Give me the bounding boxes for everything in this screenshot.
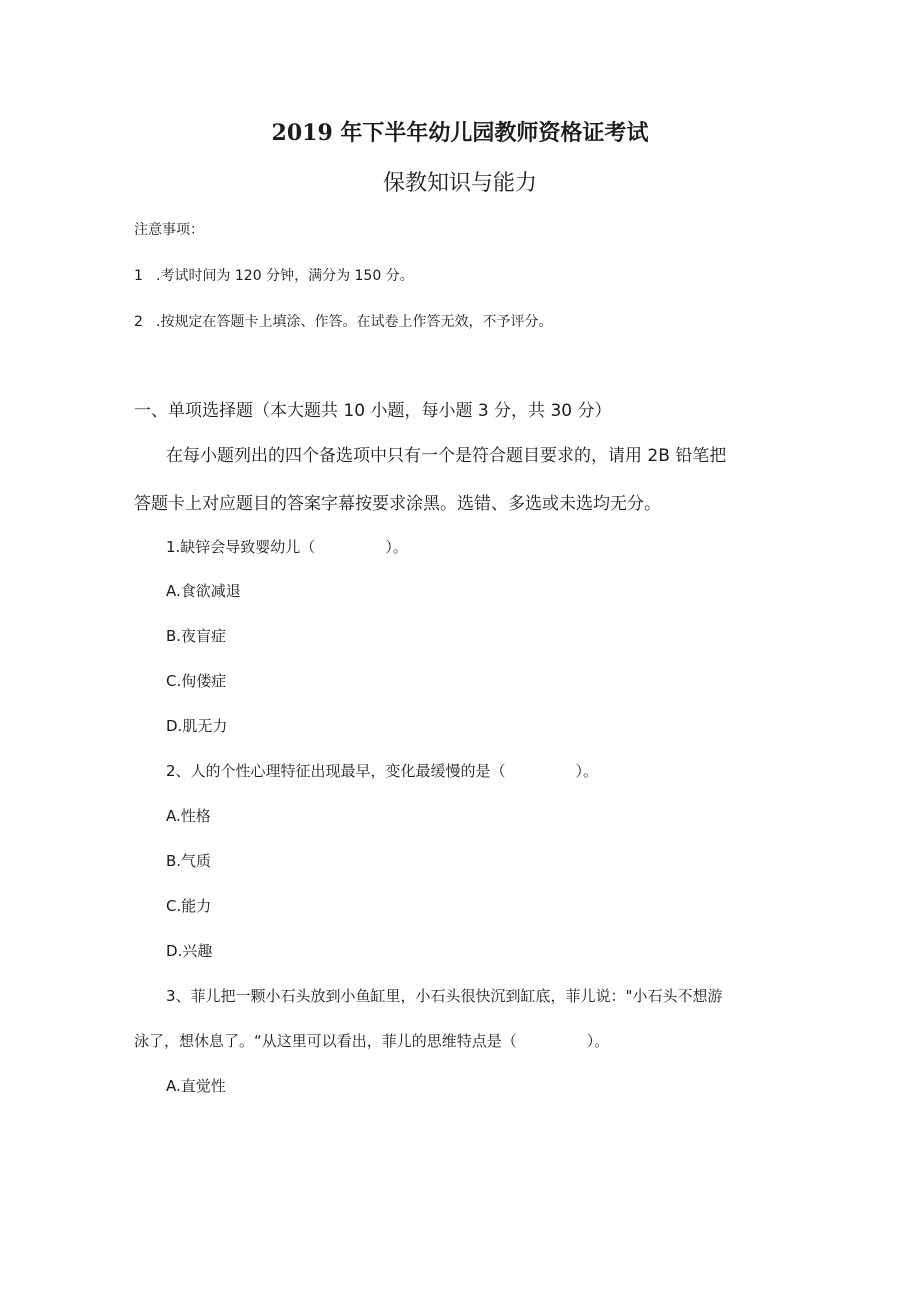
question-1-stem	[166, 536, 408, 557]
exam-subtitle: 保教知识与能力	[382, 171, 537, 196]
question-3-stem-line1: 3、菲儿把一颗小石头放到小鱼缸里，小石头很快沉到缸底，菲儿说："小石头不想游	[166, 987, 723, 1005]
question-1-option-d: D.肌无力	[166, 717, 228, 735]
question-stem-end: ）。	[575, 762, 599, 780]
question-stem-text: 1.缺锌会导致婴幼儿（	[166, 538, 316, 556]
question-2-option-c: C.能力	[166, 897, 212, 915]
section-heading: 一、单项选择题（本大题共 10 小题，每小题 3 分，共 30 分）	[134, 401, 612, 421]
question-2-option-a: A.性格	[166, 807, 211, 825]
notes-heading: 注意事项：	[134, 222, 204, 238]
question-3-option-a: A.直觉性	[166, 1077, 226, 1095]
question-stem-text: 2、人的个性心理特征出现最早，变化最缓慢的是（	[166, 762, 506, 780]
question-stem-end: ）。	[385, 538, 408, 556]
note-text: .按规定在答题卡上填涂、作答。在试卷上作答无效，不予评分。	[156, 314, 553, 330]
question-3-stem-line2	[134, 1030, 609, 1051]
question-1-option-b: B.夜盲症	[166, 627, 227, 645]
question-2-option-d: D.兴趣	[166, 942, 213, 960]
question-stem-end: ）。	[586, 1032, 610, 1050]
question-2-stem	[166, 760, 598, 781]
note-text: .考试时间为 120 分钟，满分为 150 分。	[156, 268, 414, 284]
question-1-option-a: A.食欲减退	[166, 582, 241, 600]
note-item-1	[134, 265, 414, 285]
exam-title: 2019 年下半年幼儿园教师资格证考试	[271, 120, 649, 146]
note-item-2	[134, 311, 552, 331]
question-2-option-b: B.气质	[166, 852, 212, 870]
note-number: 1	[134, 268, 143, 284]
section-instruction-line2: 答题卡上对应题目的答案字幕按要求涂黑。选错、多选或未选均无分。	[134, 494, 661, 514]
question-stem-text: 泳了，想休息了。“从这里可以看出，菲儿的思维特点是（	[134, 1032, 517, 1050]
note-number: 2	[134, 314, 143, 330]
section-instruction-line1: 在每小题列出的四个备选项中只有一个是符合题目要求的，请用 2B 铅笔把	[166, 446, 727, 466]
question-1-option-c: C.佝偻症	[166, 672, 227, 690]
